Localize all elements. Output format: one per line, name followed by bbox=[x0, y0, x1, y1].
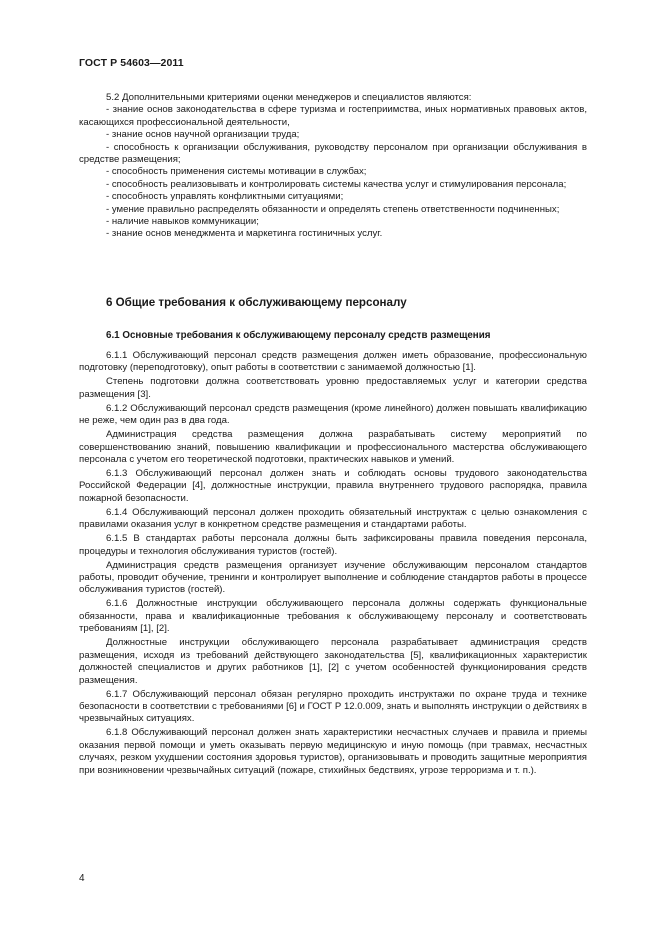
list-item: - наличие навыков коммуникации; bbox=[106, 216, 259, 228]
section-6-heading: 6 Общие требования к обслуживающему персоналу bbox=[106, 296, 407, 309]
list-item: - способность управлять конфликтными ситуациями; bbox=[106, 191, 344, 203]
paragraph: 6.1.4 Обслуживающий персонал должен проходить обязательный инструктаж с целью ознакомления с правилами оказания услуг в конкретном средстве размещения и стандартами работы. bbox=[79, 506, 587, 531]
document-code: ГОСТ Р 54603—2011 bbox=[79, 57, 184, 69]
list-item: - способность реализовывать и контролировать системы качества услуг и стимулирования персонала; bbox=[106, 178, 567, 190]
page-number: 4 bbox=[79, 873, 85, 884]
paragraph: Администрация средств размещения организует изучение обслуживающим персоналом стандартов работы, проводит обучение, тренинги и контролирует выполнение и соблюдение стандартов работы в процессе обслуживания туристов (гостей). bbox=[79, 559, 587, 596]
paragraph: 6.1.2 Обслуживающий персонал средств размещения (кроме линейного) должен повышать квалификацию не реже, чем один раз в два года. bbox=[79, 402, 587, 427]
paragraph: 6.1.5 В стандартах работы персонала должны быть зафиксированы правила поведения персонала, процедуры и технология обслуживания туристов (гостей). bbox=[79, 533, 587, 557]
list-item: - способность к организации обслуживания, руководству персоналом при организации обслуживания в средстве размещения; bbox=[79, 141, 587, 166]
paragraph: 6.1.6 Должностные инструкции обслуживающего персонала должны содержать функциональные обязанности, права и квалификационные требования к обслуживающему персоналу и соответствовать требованиям [1], [2]. bbox=[79, 598, 587, 635]
section-6-1-body bbox=[79, 350, 587, 779]
list-item: - умение правильно распределять обязанности и определять степень ответственности подчиненных; bbox=[106, 203, 560, 215]
paragraph: 6.1.1 Обслуживающий персонал средств размещения должен иметь образование, профессиональную подготовку (переподготовку), опыт работы в соответствии с занимаемой должностью [1]. bbox=[79, 350, 587, 374]
paragraph: Должностные инструкции обслуживающего персонала разрабатывает администрация средств размещения, исходя из требований действующего законодательства [5], квалификационных характеристик должностей специалистов и других работников [1], [2] с учетом особенностей функционирования средств размещения. bbox=[79, 637, 587, 686]
list-item: - знание основ научной организации труда; bbox=[106, 129, 300, 141]
section-6-1-heading: 6.1 Основные требования к обслуживающему персоналу средств размещения bbox=[106, 330, 491, 341]
section-5-continuation bbox=[79, 92, 587, 241]
list-item: - способность применения системы мотивации в службах; bbox=[106, 166, 367, 178]
paragraph: 6.1.8 Обслуживающий персонал должен знать характеристики несчастных случаев и правила и приемы оказания первой помощи и уметь оказывать первую медицинскую и иную помощь (при травмах, несчастных случаях, резком ухудшении состояния здоровья туристов), организовывать и проводить защитные мероприятия при возникновении чрезвычайных ситуаций (пожаре, стихийных бедствиях, угрозе терроризма и т. п.). bbox=[79, 727, 587, 776]
paragraph: Степень подготовки должна соответствовать уровню предоставляемых услуг и категории средства размещения [3]. bbox=[79, 376, 587, 400]
list-item: - знание основ законодательства в сфере туризма и гостеприимства, иных нормативных правовых актов, касающихся профессиональной деятельности, bbox=[79, 104, 587, 128]
paragraph: 6.1.7 Обслуживающий персонал обязан регулярно проходить инструктажи по охране труда и технике безопасности в соответствии с требованиями [6] и ГОСТ Р 12.0.009, знать и выполнять инструкции о действиях в чрезвычайных ситуациях. bbox=[79, 688, 587, 725]
paragraph: 6.1.3 Обслуживающий персонал должен знать и соблюдать основы трудового законодательства Российской Федерации [4], должностные инструкции, правила внутреннего трудового распорядка, правила пожарной безопасности. bbox=[79, 468, 587, 504]
list-item: - знание основ менеджмента и маркетинга гостиничных услуг. bbox=[106, 228, 383, 240]
paragraph: Администрация средства размещения должна разрабатывать систему мероприятий по совершенствованию знаний, повышению квалификации и профессионального мастерства обслуживающего персонала с учетом его теоретической подготовки, практических навыков и умений. bbox=[79, 429, 587, 466]
paragraph-5-2: 5.2 Дополнительными критериями оценки менеджеров и специалистов являются: bbox=[106, 92, 472, 103]
